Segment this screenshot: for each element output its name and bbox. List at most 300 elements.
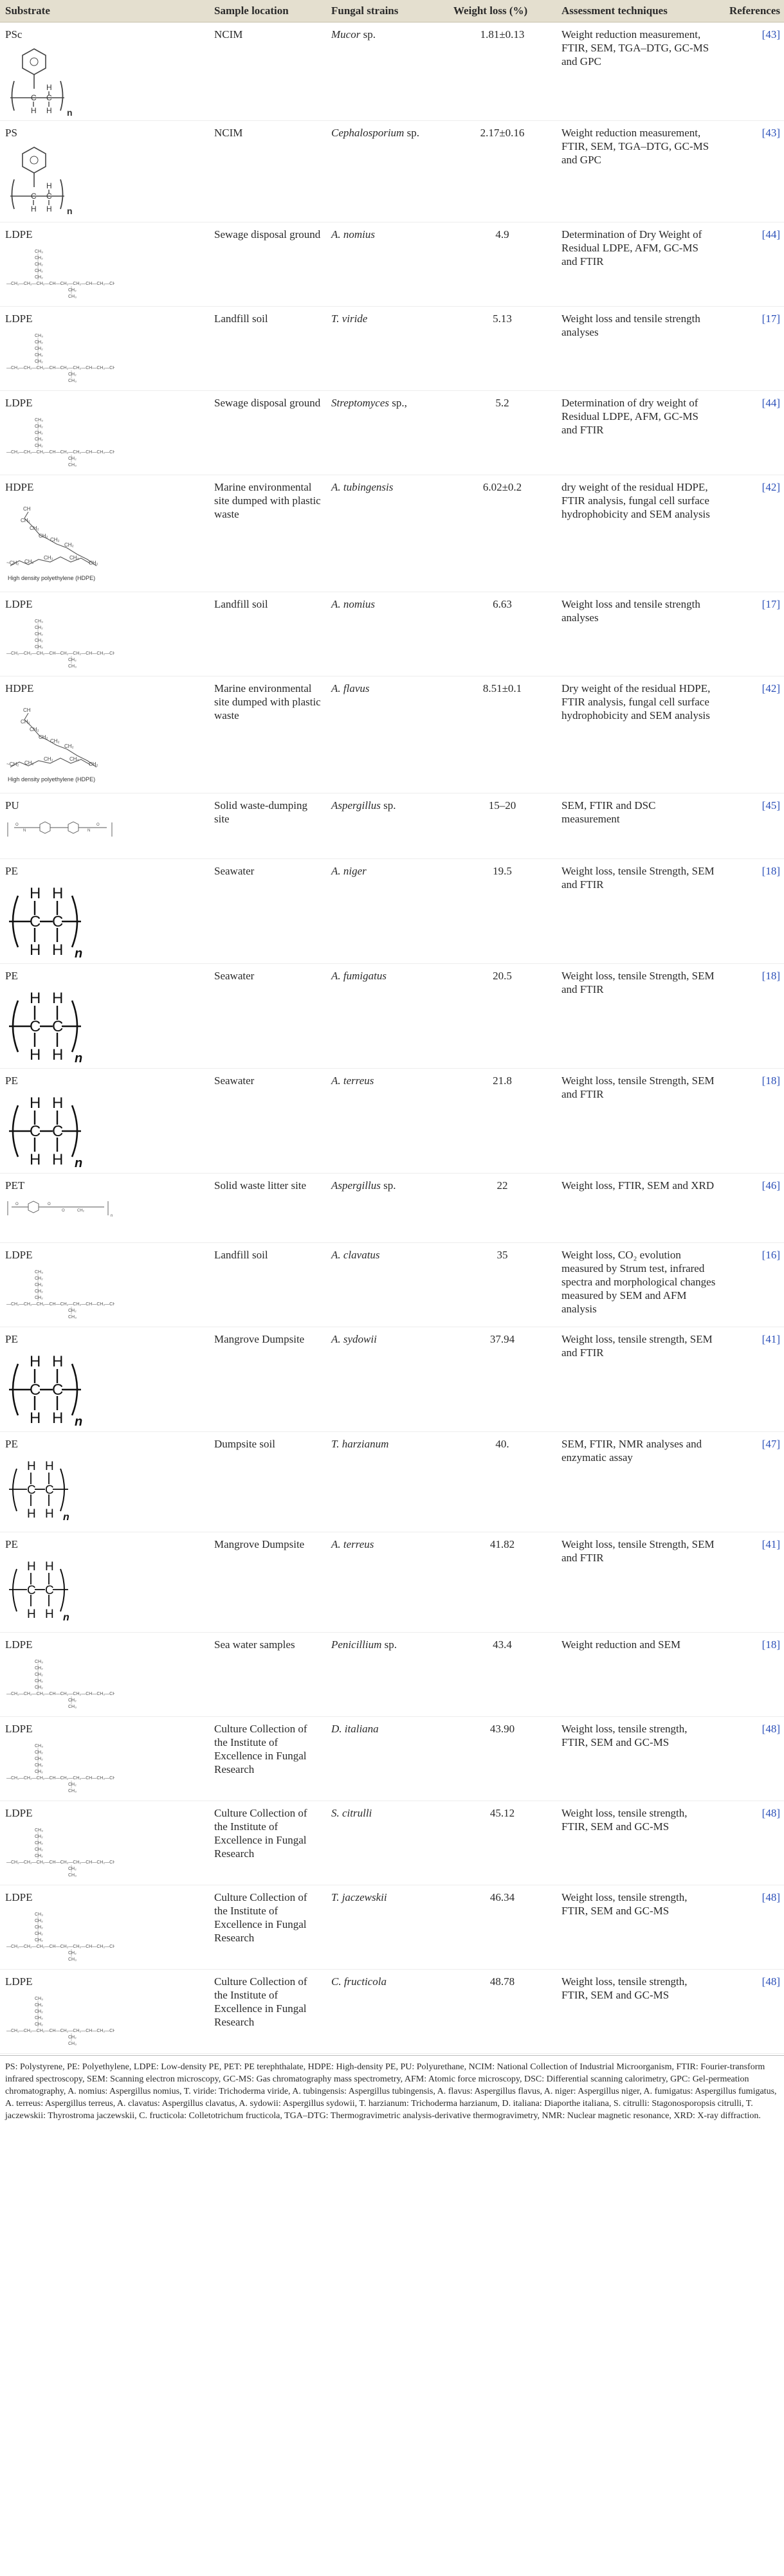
- svg-text:CH₂: CH₂: [35, 275, 43, 280]
- reference-link[interactable]: [18]: [721, 1069, 784, 1174]
- cell-fungal-strain: [326, 1069, 448, 1174]
- reference-link[interactable]: [41]: [721, 1532, 784, 1633]
- svg-text:H: H: [45, 1460, 54, 1473]
- header-weight-loss: Weight loss (%): [448, 0, 556, 23]
- header-substrate: Substrate: [0, 0, 209, 23]
- svg-text:CH₃: CH₃: [35, 1828, 43, 1833]
- svg-text:CH: CH: [23, 707, 31, 713]
- cell-techniques: Weight loss and tensile strength analyses: [556, 592, 721, 676]
- substrate-label: LDPE: [5, 1249, 33, 1261]
- substrate-label: LDPE: [5, 1638, 33, 1651]
- svg-text:—CH₂—CH₂—CH₂—CH—CH₂—CH₂—CH—CH₂: —CH₂—CH₂—CH₂—CH—CH₂—CH₂—CH—CH₂—CH₂—: [6, 282, 114, 286]
- reference-link[interactable]: [16]: [721, 1243, 784, 1327]
- reference-link[interactable]: [17]: [721, 592, 784, 676]
- cell-substrate: [0, 592, 209, 676]
- reference-link[interactable]: [44]: [721, 391, 784, 475]
- header-references: References: [721, 0, 784, 23]
- cell-location: Seawater: [209, 964, 326, 1069]
- svg-text:H: H: [30, 1094, 41, 1112]
- cell-techniques: dry weight of the residual HDPE, FTIR analysis, fungal cell surface hydrophobicity and SEM analysis: [556, 475, 721, 592]
- strain-name: A. nomius: [331, 228, 375, 240]
- substrate-label: PE: [5, 1538, 18, 1550]
- svg-text:O: O: [96, 823, 100, 827]
- cell-fungal-strain: [326, 592, 448, 676]
- strain-name: A. sydowii: [331, 1333, 377, 1345]
- svg-text:CH₃: CH₃: [68, 379, 77, 383]
- reference-link[interactable]: [41]: [721, 1327, 784, 1432]
- svg-text:—CH₂—CH₂—CH₂—CH—CH₂—CH₂—CH—CH₂: —CH₂—CH₂—CH₂—CH—CH₂—CH₂—CH—CH₂—CH₂—: [6, 366, 114, 370]
- strain-name: Cephalosporium: [331, 127, 405, 139]
- svg-text:—CH₂—CH₂—CH₂—CH—CH₂—CH₂—CH—CH₂: —CH₂—CH₂—CH₂—CH—CH₂—CH₂—CH—CH₂—CH₂—: [6, 651, 114, 656]
- cell-substrate: [0, 676, 209, 794]
- svg-text:CH₃: CH₃: [68, 463, 77, 467]
- structure-diagram: [5, 1457, 204, 1525]
- cell-weight-loss: 4.9: [448, 222, 556, 307]
- cell-techniques: Weight loss, tensile Strength, SEM and FTIR: [556, 1069, 721, 1174]
- reference-link[interactable]: [46]: [721, 1174, 784, 1243]
- cell-substrate: [0, 794, 209, 859]
- svg-text:CH₂: CH₂: [68, 1782, 77, 1787]
- svg-text:CH₂: CH₂: [35, 1932, 43, 1936]
- table-row: [0, 1885, 784, 1970]
- cell-substrate: [0, 121, 209, 222]
- cell-techniques: Weight loss, tensile strength, FTIR, SEM and GC-MS: [556, 1801, 721, 1885]
- table-row: [0, 1432, 784, 1532]
- cell-location: Marine environmental site dumped with plastic waste: [209, 676, 326, 794]
- svg-text:CH₂: CH₂: [44, 756, 53, 762]
- strain-name: C. fructicola: [331, 1975, 387, 1988]
- svg-text:H: H: [52, 941, 64, 959]
- cell-location: Seawater: [209, 1069, 326, 1174]
- svg-text:CH₂: CH₂: [35, 340, 43, 345]
- cell-weight-loss: 37.94: [448, 1327, 556, 1432]
- svg-text:C: C: [46, 192, 52, 201]
- svg-text:H: H: [27, 1507, 36, 1521]
- svg-text:n: n: [63, 1612, 69, 1622]
- svg-text:CH₂: CH₂: [35, 626, 43, 630]
- cell-fungal-strain: [326, 1717, 448, 1801]
- svg-text:CH₂: CH₂: [64, 542, 74, 548]
- svg-text:CH₂: CH₂: [89, 761, 98, 767]
- cell-techniques: Determination of Dry Weight of Residual LDPE, AFM, GC-MS and FTIR: [556, 222, 721, 307]
- svg-text:H: H: [30, 885, 41, 902]
- cell-techniques: Weight loss, tensile strength, FTIR, SEM and GC-MS: [556, 1717, 721, 1801]
- svg-text:C: C: [27, 1584, 36, 1597]
- reference-link[interactable]: [48]: [721, 1970, 784, 2054]
- svg-text:CH₂: CH₂: [68, 457, 77, 461]
- structure-diagram: [5, 416, 204, 475]
- structure-diagram: [5, 146, 204, 219]
- svg-text:CH₂: CH₂: [50, 738, 60, 744]
- svg-text:CH₂: CH₂: [35, 2022, 43, 2027]
- svg-text:C: C: [30, 913, 41, 930]
- cell-weight-loss: 35: [448, 1243, 556, 1327]
- cell-substrate: [0, 307, 209, 391]
- strain-name: A. niger: [331, 865, 367, 877]
- svg-text:CH₂: CH₂: [35, 1854, 43, 1858]
- svg-text:CH₂: CH₂: [35, 645, 43, 649]
- reference-link[interactable]: [47]: [721, 1432, 784, 1532]
- svg-text:CH₃: CH₃: [35, 1660, 43, 1664]
- svg-text:H: H: [52, 1094, 64, 1112]
- cell-weight-loss: 1.81±0.13: [448, 23, 556, 121]
- cell-location: Culture Collection of the Institute of Excellence in Fungal Research: [209, 1801, 326, 1885]
- cell-substrate: [0, 222, 209, 307]
- svg-text:CH₂: CH₂: [68, 1867, 77, 1871]
- cell-weight-loss: 6.63: [448, 592, 556, 676]
- reference-link[interactable]: [48]: [721, 1885, 784, 1970]
- svg-text:n: n: [63, 1512, 69, 1521]
- svg-text:CH₂: CH₂: [35, 1685, 43, 1690]
- strain-name: A. fumigatus: [331, 970, 387, 982]
- cell-techniques: Weight reduction and SEM: [556, 1633, 721, 1717]
- strain-name: D. italiana: [331, 1723, 379, 1735]
- cell-substrate: [0, 1801, 209, 1885]
- svg-text:H: H: [30, 990, 41, 1007]
- svg-text:CH₃: CH₃: [68, 1705, 77, 1709]
- table-row: [0, 1069, 784, 1174]
- cell-fungal-strain: [326, 121, 448, 222]
- substrate-label: PET: [5, 1179, 25, 1192]
- structure-diagram: [5, 500, 204, 587]
- cell-substrate: [0, 964, 209, 1069]
- reference-link[interactable]: [44]: [721, 222, 784, 307]
- strain-name: A. terreus: [331, 1538, 374, 1550]
- strain-name: A. flavus: [331, 682, 370, 694]
- svg-text:CH₃: CH₃: [35, 249, 43, 254]
- cell-techniques: Determination of dry weight of Residual LDPE, AFM, GC-MS and FTIR: [556, 391, 721, 475]
- svg-text:CH₃: CH₃: [35, 1270, 43, 1274]
- header-assessment-techniques: Assessment techniques: [556, 0, 721, 23]
- strain-suffix: sp.: [404, 127, 419, 139]
- svg-text:CH₂: CH₂: [35, 1750, 43, 1755]
- table-row: [0, 859, 784, 964]
- strain-name: T. harzianum: [331, 1438, 389, 1450]
- svg-text:H: H: [52, 1410, 64, 1427]
- cell-techniques: Weight loss and tensile strength analyses: [556, 307, 721, 391]
- cell-substrate: [0, 1069, 209, 1174]
- svg-text:H: H: [52, 1353, 64, 1370]
- cell-fungal-strain: [326, 391, 448, 475]
- strain-name: Mucor: [331, 28, 361, 41]
- svg-text:CH₂: CH₂: [68, 658, 77, 662]
- structure-diagram: [5, 248, 204, 306]
- cell-techniques: Weight loss, tensile Strength, SEM and FTIR: [556, 859, 721, 964]
- svg-text:CH₂: CH₂: [24, 760, 34, 766]
- cell-weight-loss: 46.34: [448, 1885, 556, 1970]
- svg-text:O: O: [15, 1202, 19, 1206]
- substrate-label: PS: [5, 127, 17, 139]
- svg-text:—CH₂—CH₂—CH₂—CH—CH₂—CH₂—CH—CH₂: —CH₂—CH₂—CH₂—CH—CH₂—CH₂—CH—CH₂—CH₂—: [6, 1776, 114, 1781]
- svg-text:CH₂: CH₂: [35, 1763, 43, 1768]
- substrate-label: PE: [5, 865, 18, 877]
- svg-text:C: C: [31, 192, 37, 201]
- cell-fungal-strain: [326, 1885, 448, 1970]
- reference-link[interactable]: [18]: [721, 964, 784, 1069]
- structure-diagram: [5, 819, 204, 844]
- cell-weight-loss: 21.8: [448, 1069, 556, 1174]
- svg-text:CH₃: CH₃: [35, 1912, 43, 1917]
- substrate-label: LDPE: [5, 313, 33, 325]
- cell-location: NCIM: [209, 121, 326, 222]
- cell-weight-loss: 40.: [448, 1432, 556, 1532]
- strain-name: Streptomyces: [331, 397, 390, 409]
- svg-text:H: H: [46, 181, 52, 190]
- structure-diagram: [5, 1094, 204, 1173]
- substrate-label: PU: [5, 799, 19, 812]
- strain-name: S. citrulli: [331, 1807, 372, 1819]
- cell-location: Landfill soil: [209, 307, 326, 391]
- svg-text:CH₂: CH₂: [35, 1276, 43, 1281]
- svg-text:CH₂: CH₂: [35, 1679, 43, 1683]
- table-row: [0, 222, 784, 307]
- svg-text:CH₂: CH₂: [35, 256, 43, 260]
- structure-diagram: [5, 1658, 204, 1716]
- svg-text:CH₃: CH₃: [35, 619, 43, 624]
- cell-weight-loss: 19.5: [448, 859, 556, 964]
- cell-fungal-strain: [326, 1801, 448, 1885]
- cell-location: Solid waste litter site: [209, 1174, 326, 1243]
- svg-text:H: H: [30, 1046, 41, 1064]
- svg-text:—CH₂—CH₂—CH₂—CH—CH₂—CH₂—CH—CH₂: —CH₂—CH₂—CH₂—CH—CH₂—CH₂—CH—CH₂—CH₂—: [6, 1860, 114, 1865]
- structure-diagram: [5, 1742, 204, 1800]
- cell-location: NCIM: [209, 23, 326, 121]
- svg-text:H: H: [46, 106, 52, 115]
- svg-text:CH₂: CH₂: [35, 1925, 43, 1930]
- header-sample-location: Sample location: [209, 0, 326, 23]
- strain-name: A. nomius: [331, 598, 375, 610]
- header-fungal-strains: Fungal strains: [326, 0, 448, 23]
- svg-text:CH₃: CH₃: [35, 334, 43, 338]
- table-row: [0, 23, 784, 121]
- structure-diagram: [5, 48, 204, 120]
- table-row: [0, 1532, 784, 1633]
- cell-substrate: [0, 1532, 209, 1633]
- svg-text:H: H: [30, 1151, 41, 1168]
- svg-text:CH₂: CH₂: [39, 533, 48, 539]
- reference-link[interactable]: [42]: [721, 475, 784, 592]
- strain-name: Penicillium: [331, 1638, 382, 1651]
- cell-location: Culture Collection of the Institute of Excellence in Fungal Research: [209, 1970, 326, 2054]
- svg-text:N: N: [87, 829, 91, 833]
- svg-text:CH₂: CH₂: [35, 1673, 43, 1677]
- substrate-label: LDPE: [5, 1975, 33, 1988]
- svg-text:CH₂: CH₂: [35, 1770, 43, 1774]
- cell-location: Solid waste-dumping site: [209, 794, 326, 859]
- cell-techniques: Weight loss, tensile Strength, SEM and FTIR: [556, 1532, 721, 1633]
- substrate-label: LDPE: [5, 1807, 33, 1819]
- svg-text:H: H: [27, 1560, 36, 1574]
- cell-techniques: Weight loss, tensile strength, FTIR, SEM and GC-MS: [556, 1970, 721, 2054]
- reference-link[interactable]: [18]: [721, 859, 784, 964]
- svg-text:C: C: [52, 1018, 64, 1035]
- svg-text:CH₂: CH₂: [69, 555, 79, 561]
- strain-suffix: sp.: [380, 799, 396, 812]
- substrate-label: LDPE: [5, 1723, 33, 1735]
- svg-text:n: n: [75, 1156, 83, 1170]
- svg-text:CH₂: CH₂: [50, 537, 60, 543]
- svg-text:CH₂: CH₂: [35, 2016, 43, 2020]
- svg-text:High density polyethylene (HDP: High density polyethylene (HDPE): [8, 575, 96, 581]
- svg-text:—CH₂—CH₂—CH₂—CH—CH₂—CH₂—CH—CH₂: —CH₂—CH₂—CH₂—CH—CH₂—CH₂—CH—CH₂—CH₂—: [6, 1692, 114, 1696]
- svg-text:H: H: [27, 1460, 36, 1473]
- reference-link[interactable]: [42]: [721, 676, 784, 794]
- structure-diagram: [5, 1826, 204, 1885]
- svg-text:C: C: [45, 1584, 54, 1597]
- svg-text:H: H: [46, 204, 52, 213]
- cell-substrate: [0, 1717, 209, 1801]
- table-row: [0, 1717, 784, 1801]
- substrate-label: LDPE: [5, 397, 33, 409]
- cell-weight-loss: 43.4: [448, 1633, 556, 1717]
- svg-text:CH₂: CH₂: [35, 431, 43, 435]
- cell-weight-loss: 48.78: [448, 1970, 556, 2054]
- svg-text:CH₂: CH₂: [35, 632, 43, 637]
- cell-weight-loss: 20.5: [448, 964, 556, 1069]
- svg-text:CH₂: CH₂: [35, 1847, 43, 1852]
- cell-fungal-strain: [326, 307, 448, 391]
- svg-text:CH₂: CH₂: [35, 1841, 43, 1846]
- table-row: [0, 1327, 784, 1432]
- cell-fungal-strain: [326, 222, 448, 307]
- reference-link[interactable]: [17]: [721, 307, 784, 391]
- svg-text:CH₂: CH₂: [68, 2035, 77, 2040]
- svg-text:H: H: [52, 990, 64, 1007]
- cell-location: Sea water samples: [209, 1633, 326, 1717]
- strain-suffix: sp.: [360, 28, 376, 41]
- cell-substrate: [0, 1970, 209, 2054]
- table-row: [0, 1174, 784, 1243]
- svg-text:O: O: [15, 823, 19, 827]
- cell-substrate: [0, 859, 209, 964]
- reference-link[interactable]: [43]: [721, 121, 784, 222]
- table-row: [0, 676, 784, 794]
- svg-text:H: H: [45, 1507, 54, 1521]
- svg-text:CH₂: CH₂: [68, 1698, 77, 1703]
- svg-text:CH₂: CH₂: [35, 444, 43, 448]
- svg-text:H: H: [30, 941, 41, 959]
- svg-text:CH₂: CH₂: [68, 288, 77, 293]
- svg-text:CH₂: CH₂: [35, 1938, 43, 1943]
- cell-substrate: [0, 1174, 209, 1243]
- cell-substrate: [0, 1885, 209, 1970]
- strain-name: A. terreus: [331, 1075, 374, 1087]
- svg-text:—CH₂—CH₂—CH₂—CH—CH₂—CH₂—CH—CH₂: —CH₂—CH₂—CH₂—CH—CH₂—CH₂—CH—CH₂—CH₂—: [6, 450, 114, 455]
- svg-text:H: H: [52, 1151, 64, 1168]
- svg-text:H: H: [52, 1046, 64, 1064]
- svg-text:CH₂: CH₂: [35, 2009, 43, 2014]
- reference-link[interactable]: [45]: [721, 794, 784, 859]
- substrate-label: PE: [5, 1333, 18, 1345]
- svg-text:n: n: [67, 107, 73, 117]
- svg-text:CH₂: CH₂: [35, 359, 43, 364]
- svg-text:H: H: [30, 1410, 41, 1427]
- svg-text:H: H: [52, 885, 64, 902]
- strain-name: T. jaczewskii: [331, 1891, 387, 1903]
- cell-fungal-strain: [326, 1532, 448, 1633]
- cell-fungal-strain: [326, 1432, 448, 1532]
- svg-text:CH₂: CH₂: [35, 424, 43, 429]
- strain-name: A. tubingensis: [331, 481, 394, 493]
- svg-text:CH₃: CH₃: [68, 1957, 77, 1962]
- svg-text:CH₂: CH₂: [35, 269, 43, 273]
- cell-techniques: Weight loss, CO₂ evolution measured by Strum test, infrared spectra and morphological changes measured by SEM and AFM analysis: [556, 1243, 721, 1327]
- reference-link[interactable]: [48]: [721, 1801, 784, 1885]
- substrate-label: PE: [5, 1438, 18, 1450]
- reference-link[interactable]: [43]: [721, 23, 784, 121]
- svg-text:—CH₂—CH₂—CH₂—CH—CH₂—CH₂—CH—CH₂: —CH₂—CH₂—CH₂—CH—CH₂—CH₂—CH—CH₂—CH₂—: [6, 2029, 114, 2033]
- svg-text:CH₂: CH₂: [35, 347, 43, 351]
- svg-text:CH₂: CH₂: [35, 1919, 43, 1923]
- cell-location: Landfill soil: [209, 1243, 326, 1327]
- strain-name: T. viride: [331, 313, 368, 325]
- svg-text:CH₂: CH₂: [35, 262, 43, 267]
- cell-location: Landfill soil: [209, 592, 326, 676]
- table-row: [0, 964, 784, 1069]
- reference-link[interactable]: [18]: [721, 1633, 784, 1717]
- cell-fungal-strain: [326, 964, 448, 1069]
- strain-suffix: sp.: [380, 1179, 396, 1192]
- svg-text:CH₂: CH₂: [35, 1283, 43, 1287]
- cell-techniques: Weight reduction measurement, FTIR, SEM, TGA–DTG, GC-MS and GPC: [556, 23, 721, 121]
- svg-text:H: H: [45, 1608, 54, 1621]
- reference-link[interactable]: [48]: [721, 1717, 784, 1801]
- cell-fungal-strain: [326, 1243, 448, 1327]
- svg-text:CH₂: CH₂: [35, 2003, 43, 2008]
- cell-weight-loss: 22: [448, 1174, 556, 1243]
- cell-substrate: [0, 23, 209, 121]
- structure-diagram: [5, 989, 204, 1068]
- svg-text:n: n: [75, 1415, 83, 1428]
- svg-text:CH₃: CH₃: [68, 1873, 77, 1878]
- svg-text:CH₂: CH₂: [35, 437, 43, 442]
- table-row: [0, 794, 784, 859]
- svg-text:CH₃: CH₃: [68, 1315, 77, 1320]
- substrate-label: HDPE: [5, 481, 34, 493]
- table-row: [0, 307, 784, 391]
- structure-diagram: [5, 617, 204, 676]
- table-row: [0, 1633, 784, 1717]
- cell-location: Marine environmental site dumped with plastic waste: [209, 475, 326, 592]
- svg-text:CH₃: CH₃: [68, 2042, 77, 2046]
- svg-text:High density polyethylene (HDP: High density polyethylene (HDPE): [8, 776, 96, 783]
- svg-text:H: H: [31, 106, 37, 115]
- svg-text:C: C: [45, 1483, 54, 1497]
- svg-text:H: H: [45, 1560, 54, 1574]
- table-footnote: PS: Polystyrene, PE: Polyethylene, LDPE: Low-density PE, PET: PE terephthalate, HDPE: High-density PE, PU: Polyurethane, NCIM: National Collection of Industrial Microorganism, FTIR: Fourier-transform infrared spectroscopy, SEM: Scanning electron microscopy, GC-MS: Gas chromatography mass spectrometry, AFM: Atomic force microscopy, DSC: Differential scanning calorimetry, GPC: Gel-permeation chromatography, A. nomius: Aspergillus nomius, T. viride: Trichoderma viride, A. tubingensis: Aspergillus tubingensis, A. flavus: Aspergillus flavus, A. niger: Aspergillus niger, A. fumigatus: Aspergillus fumigatus, A. terreus: Aspergillus terreus, A. clavatus: Aspergillus clavatus, A. sydowii: Aspergillus sydowii, T. harzianum: Trichoderma harzianum, D. italiana: Diaporthe italiana, S. citrulli: Stagonosporopsis citrulli, T. jaczewskii: Thyrostroma jaczewskii, C. fructicola: Colletotrichum fructicola, TGA–DTG: Thermogravimetric analysis-derivative thermogravimetry, NMR: Nuclear magnetic resonance, XRD: X-ray diffraction.: [0, 2055, 784, 2127]
- svg-text:—CH₂—CH₂—CH₂—CH—CH₂—CH₂—CH—CH₂: —CH₂—CH₂—CH₂—CH—CH₂—CH₂—CH—CH₂—CH₂—: [6, 1945, 114, 1949]
- cell-techniques: Weight loss, FTIR, SEM and XRD: [556, 1174, 721, 1243]
- cell-fungal-strain: [326, 676, 448, 794]
- svg-text:H: H: [30, 1353, 41, 1370]
- structure-diagram: [5, 884, 204, 963]
- svg-text:CH₃: CH₃: [35, 1997, 43, 2001]
- svg-text:n: n: [67, 206, 73, 215]
- svg-text:CH₂: CH₂: [64, 743, 74, 749]
- svg-text:CH₂: CH₂: [21, 719, 30, 725]
- svg-text:H: H: [46, 83, 52, 92]
- svg-text:CH₂: CH₂: [35, 353, 43, 358]
- svg-text:O: O: [62, 1209, 65, 1213]
- substrate-label: HDPE: [5, 682, 34, 694]
- svg-text:H: H: [31, 204, 37, 213]
- cell-fungal-strain: [326, 475, 448, 592]
- cell-location: Culture Collection of the Institute of Excellence in Fungal Research: [209, 1717, 326, 1801]
- cell-fungal-strain: [326, 859, 448, 964]
- strain-name: Aspergillus: [331, 799, 381, 812]
- cell-fungal-strain: [326, 1174, 448, 1243]
- svg-text:~CH₂: ~CH₂: [6, 560, 19, 566]
